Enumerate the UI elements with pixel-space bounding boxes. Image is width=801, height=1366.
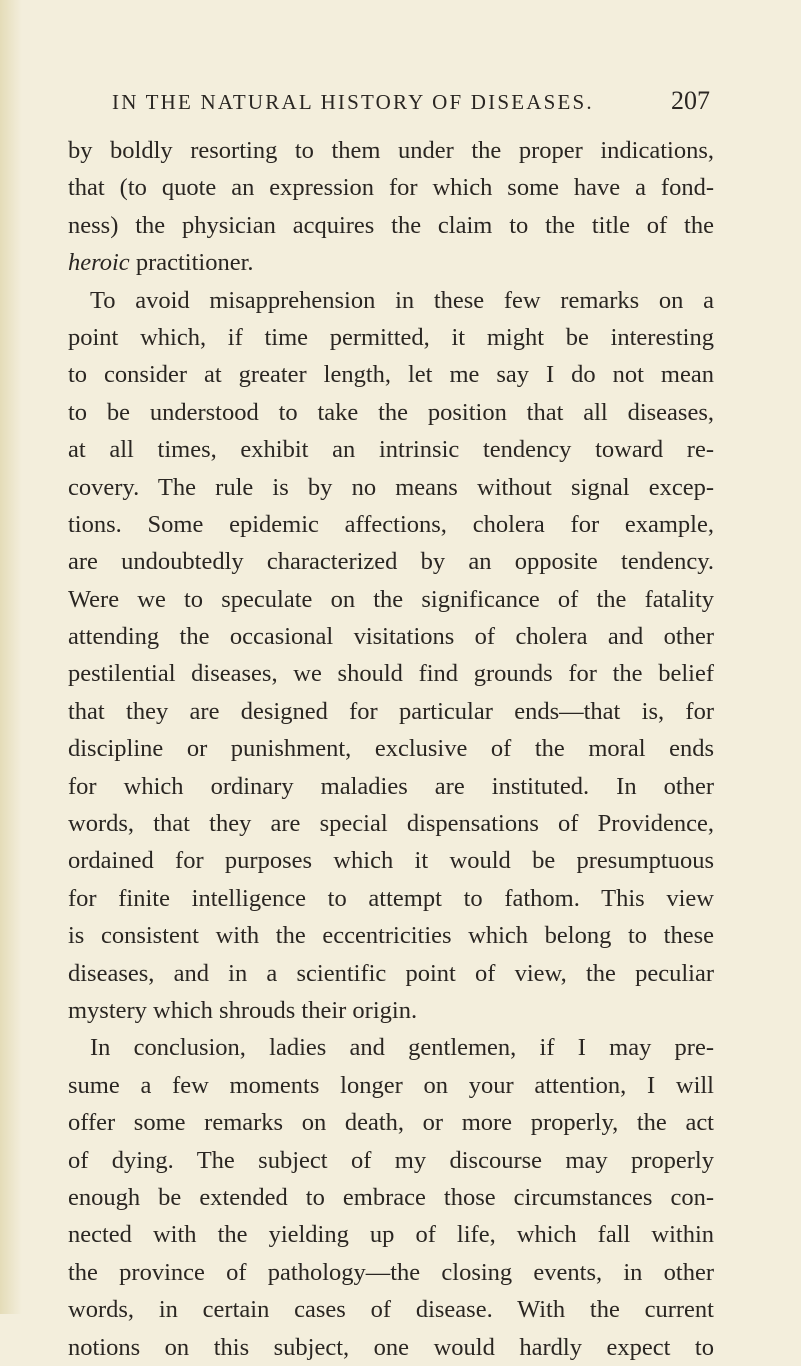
text-segment: mystery which shrouds their origin. bbox=[68, 996, 418, 1024]
text-line bbox=[68, 1067, 714, 1104]
text-line bbox=[68, 356, 714, 393]
text-line bbox=[68, 1029, 714, 1066]
text-segment: covery. The rule is by no means without signal excep- bbox=[68, 473, 714, 501]
page-number: 207 bbox=[671, 86, 710, 115]
text-line bbox=[68, 842, 714, 879]
text-segment: at all times, exhibit an intrinsic tendency toward re- bbox=[68, 436, 714, 464]
text-line bbox=[68, 132, 714, 169]
text-line bbox=[68, 805, 714, 842]
text-segment: words, that they are special dispensations of Providence, bbox=[68, 810, 714, 838]
text-segment: discipline or punishment, exclusive of the moral ends bbox=[68, 735, 714, 763]
text-segment: offer some remarks on death, or more properly, the act bbox=[68, 1109, 714, 1137]
text-line bbox=[68, 768, 714, 805]
text-segment: point which, if time permitted, it might be interesting bbox=[68, 323, 714, 351]
text-line bbox=[68, 469, 714, 506]
text-line bbox=[68, 1142, 714, 1179]
text-line bbox=[68, 693, 714, 730]
text-segment: tions. Some epidemic affections, cholera for example, bbox=[68, 510, 714, 538]
italic-word: heroic bbox=[68, 249, 130, 277]
text-line bbox=[68, 1216, 714, 1253]
text-line bbox=[68, 394, 714, 431]
text-segment: To avoid misapprehension in these few remarks on a bbox=[90, 286, 714, 314]
text-line bbox=[68, 1254, 714, 1291]
text-segment: ordained for purposes which it would be presumptuous bbox=[68, 847, 714, 875]
text-line bbox=[68, 730, 714, 767]
text-line bbox=[68, 282, 714, 319]
text-segment: practitioner. bbox=[129, 249, 254, 277]
text-line bbox=[68, 543, 714, 580]
text-line bbox=[68, 880, 714, 917]
text-line bbox=[68, 1104, 714, 1141]
text-line bbox=[68, 1179, 714, 1216]
text-segment: the province of pathology—the closing events, in other bbox=[68, 1258, 714, 1286]
text-line bbox=[68, 618, 714, 655]
text-segment: In conclusion, ladies and gentlemen, if I may pre- bbox=[90, 1034, 714, 1062]
text-line bbox=[68, 655, 714, 692]
text-segment: pestilential diseases, we should find grounds for the belief bbox=[68, 660, 714, 688]
text-segment: notions on this subject, one would hardly expect to bbox=[68, 1333, 714, 1361]
text-segment: of dying. The subject of my discourse may properly bbox=[68, 1146, 714, 1174]
body-text bbox=[68, 132, 714, 1366]
text-line bbox=[68, 581, 714, 618]
text-segment: for finite intelligence to attempt to fathom. This view bbox=[68, 884, 714, 912]
text-segment: are undoubtedly characterized by an opposite tendency. bbox=[68, 548, 714, 576]
text-segment: ness) the physician acquires the claim to the title of the bbox=[68, 211, 714, 239]
text-line bbox=[68, 1291, 714, 1328]
text-line bbox=[68, 1329, 714, 1366]
text-segment: Were we to speculate on the significance of the fatality bbox=[68, 585, 714, 613]
text-line bbox=[68, 207, 714, 244]
text-segment: to be understood to take the position that all diseases, bbox=[68, 398, 714, 426]
text-segment: that they are designed for particular ends—that is, for bbox=[68, 697, 714, 725]
text-line bbox=[68, 431, 714, 468]
text-segment: that (to quote an expression for which some have a fond- bbox=[68, 174, 714, 202]
text-segment: attending the occasional visitations of cholera and other bbox=[68, 623, 714, 651]
text-line bbox=[68, 319, 714, 356]
text-line bbox=[68, 169, 714, 206]
text-segment: is consistent with the eccentricities which belong to these bbox=[68, 922, 714, 950]
text-segment: by boldly resorting to them under the proper indications, bbox=[68, 137, 714, 164]
text-segment: words, in certain cases of disease. With the current bbox=[68, 1296, 714, 1324]
page-edge-shadow bbox=[0, 0, 22, 1314]
text-line bbox=[68, 992, 714, 1029]
text-line bbox=[68, 244, 714, 281]
text-line bbox=[68, 955, 714, 992]
text-line bbox=[68, 917, 714, 954]
text-line bbox=[68, 506, 714, 543]
running-title: IN THE NATURAL HISTORY OF DISEASES. bbox=[112, 90, 594, 114]
text-segment: nected with the yielding up of life, which fall within bbox=[68, 1221, 714, 1249]
text-segment: for which ordinary maladies are instituted. In other bbox=[68, 772, 714, 800]
text-segment: enough be extended to embrace those circumstances con- bbox=[68, 1183, 714, 1211]
text-segment: sume a few moments longer on your attention, I will bbox=[68, 1071, 714, 1099]
text-segment: to consider at greater length, let me say I do not mean bbox=[68, 361, 714, 389]
text-segment: diseases, and in a scientific point of view, the peculiar bbox=[68, 959, 714, 987]
running-header bbox=[112, 86, 710, 116]
